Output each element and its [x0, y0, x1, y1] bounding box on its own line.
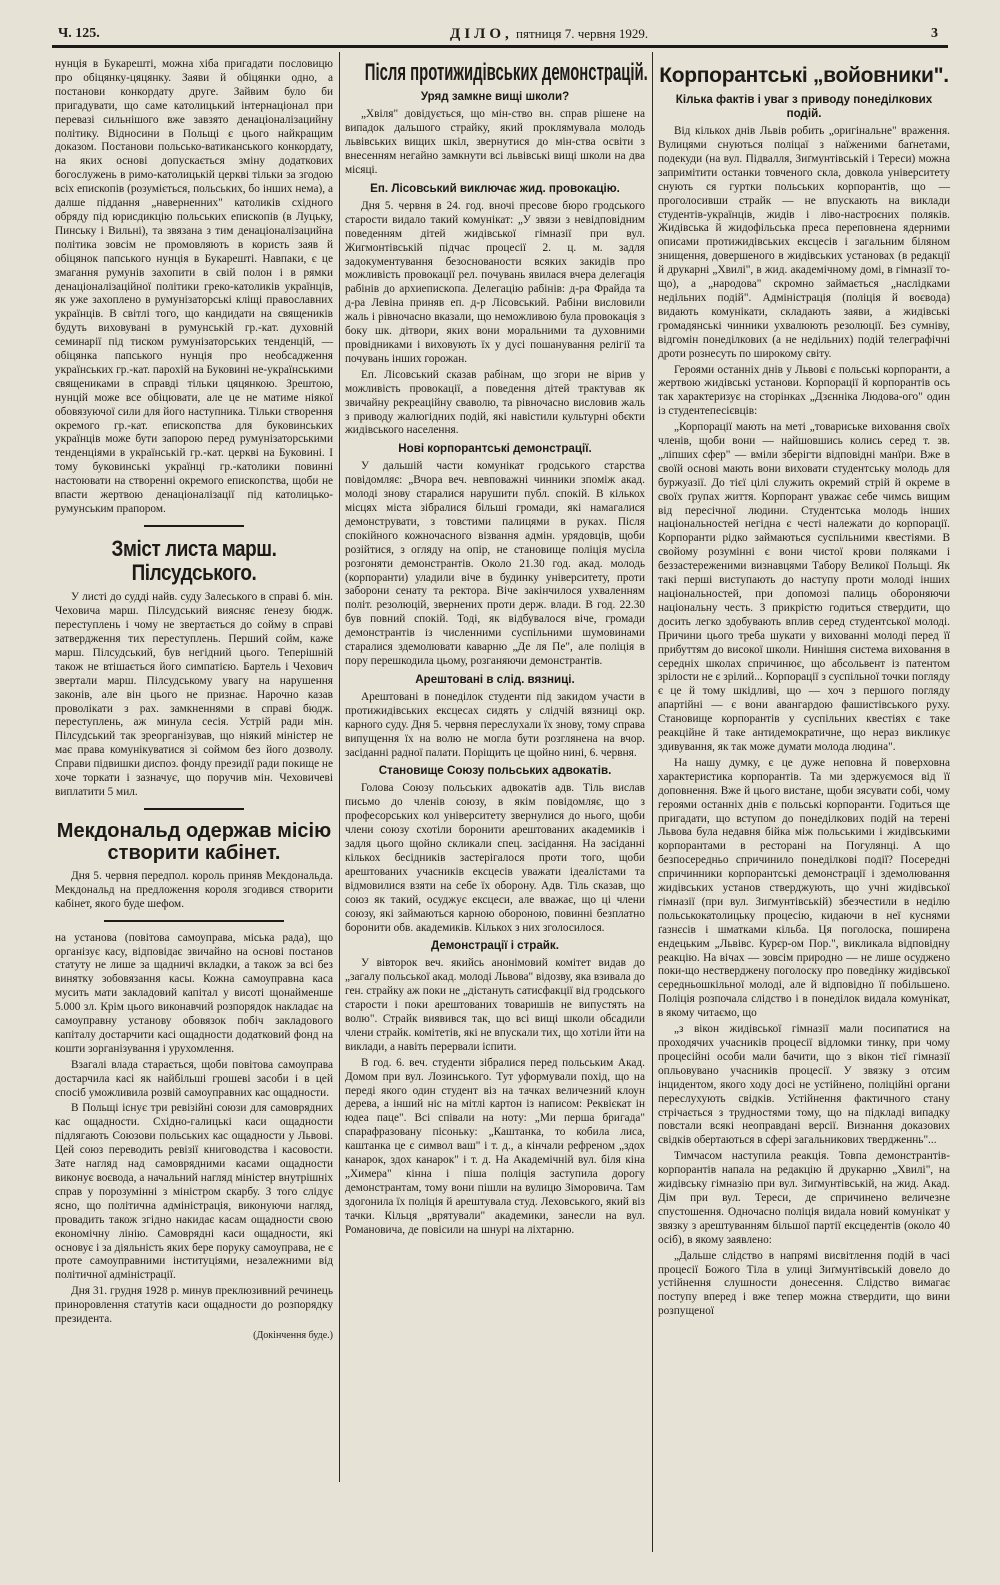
article-paragraph: Дня 5. червня в 24. год. вночі пресове бюро гродського старости видало такий комунікат: „У звязи з невідповідним поведенням дітей жидівської гімназії при вул. Жигмонтівській підчас процесії 2. ц. м. задля задокументування безоснованости всяких закидів про можливість провокації рел. почувань явилася вчера делегація рабінів до архиепископа. Делегацію рабінів: д-ра Фрайда та д-ра Левіна приняв еп. д-р Лісовський. Рабіни висловили жаль і рівночасно вказали, що неможливою була провокація з боку шк. дітвори, яких вони моральними та духовними провідниками і виховують їх у дусі пошанування релігії та почувань інших горожан.	[345, 199, 645, 365]
paper-name: ДІЛО,	[450, 26, 513, 42]
article-paragraph: Дня 5. червня передпол. король приняв Мекдональда. Мекдональд на предложення короля згодився створити кабінет, якого буде шефом.	[55, 869, 333, 910]
article-paragraph: Взагалі влада старається, щоби повітова самоуправа достарчила касі як найбільші грошеві засоби і в цей спосіб уможливила розвій самоуправних кас ощадности.	[55, 1058, 333, 1099]
article-paragraph: Еп. Лісовський сказав рабінам, що згори не вірив у можливість провокації, а поведення дітей трактував як звичайну рекреаційну сваволю, та рівночасно висловив жаль з приводу жалюгідних подій, які навістили культурні обєкти жидівського населення.	[345, 368, 645, 437]
column-left	[55, 58, 333, 1343]
article-paragraph: В год. 6. веч. студенти зібралися перед польським Акад. Домом при вул. Лозинського. Тут уформували похід, що на переді якого один студент віз на тачках величезний клоун дерева, а інший ніс на мітлі картон із написом: Реквієкат ін юдеа паце". Всі співали на ноту: „Ми перша бригада" спарафразовану пісоньку: „Каштанка, то кобила лиса, каштанка це є символ ваш" і т. д., а кінчали рефреном „здох канарок, здох канарок" і т. д. На Академічній вул. біля кіна „Химера" кінна і піша поліція заступила дорогу демонстрантам, тому вони пішли на вулицю Зіморовича. Там здогонила їх поліція й арештувала студ. Леховського, який віз тачки. Кільця „врятували" академики, занесли на вул. Романовича, де повісили на шнурі на ліхтарню.	[345, 1056, 645, 1236]
column-divider	[652, 52, 653, 1552]
article-paragraph: В Польщі існує три ревізійні союзи для самоврядних кас ощадности. Східно-галицькі каси ощадности підлягають Союзови польських кас ощадности у Львові. Цей союз переводить ревізії книговодства і касовости. Зате нагляд над самоврядними касами ощадности виконує воєвода, а начальний нагляд міністер внутрішніх справ у порозумінні з міністром скарбу. З того слідує ясно, що політична адміністрація, виконуючи нагляд, провадить також згідно накидає касам ощадности свою економічну лінію. Самоврядні каси ощадности, які основує і за діяльність яких бере поруку самоуправа, не є проте самоуправними інституціями, незалежними від політичної адміністрації.	[55, 1102, 333, 1282]
masthead	[50, 22, 950, 44]
separator	[144, 808, 244, 810]
article-paragraph: на установа (повітова самоуправа, міська рада), що організує касу, відповідає звичайно на основі постанов статуту не лише за щадничі вкладки, а також за всі без винятку зобовязання касы. Кожна самоуправна каса мусить мати закладовий капітал у висоті щонайменше 5.000 зл. Крім цього виконавчий розпорядок накладає на самоуправну установу обовязок побіч закладового капіталу достарчити касі ощадности додатковий фонд на кошти зорганізування і урухомлення.	[55, 931, 333, 1055]
article-paragraph: Героями останніх днів у Львові є польські корпоранти, а жертвою жидівські установи. Корпорації й корпорантів ось так характеризує на сторінках „Дзєнніка Людова-ого" один із студентепесієвців:	[658, 363, 950, 418]
subheading: Становище Союзу польських адвокатів.	[378, 764, 612, 778]
headline-macdonald: Мекдональд одержав місію створити кабінет.	[56, 819, 332, 864]
article-paragraph: нунція в Букарешті, можна хіба пригадати пословицю про обіцянку-цяцянку. Заяви й обіцянки одно, а постанови конкордату друге. Зайвим було би пригадувати, що саме католицький інтернаціонал при перевазі сильнішого вже завзято денаціоналізацийну політику. Відносини в Польщі є цього найкращим доказом. Постанови польсько-ватиканського конкордату, на яких основі допускається зміну додаткових богослужень в римо-католицькій церкві тільки за згодою всіх епископів (розуміється, польських, бо інших нема), а далше піддання „наверненних" католиків східного обряду під юрисдикцію польських епископів (в Луцьку, Пинську і Вильні), та звязана з тим денаціоналізацийна політика зовсім не промовляють в користь заяв й обіцянок папського нунція в Букарешті. Навпаки, є це змагання румунів захопити в свій полон і в рямки денаціоналізаційної політики греко-католиків українців, як уже захоплено в румунізаторські кліщі православних українців. В світлі того, що кандидати на священиків будуть виховувані в румунській гр.-кат. духовній семинарії під тиском румунізаторських тенденцій, — обіцянка папського нунція про необсадження українських гр.-кат. парохій на Буковині не-українськими священиками в справді тільки цяцянкою. Зрештою, нунцій може все обіцювати, але це не матиме ніякої обовязуючої сили для його наступника. Тільки створення окремого гр.-кат. епископства для буковинських українців може бути запорою перед румунізаторськими тенденціями в українській гр.-кат. церкві на Буковині. І тому буковинські українці гр.-католики повинні настоювати на створенні окремого епископства, щоби не впасти жертвою денаціоналізації під католицько-румунським прапором.	[55, 58, 333, 515]
article-paragraph: Голова Союзу польських адвокатів адв. Тіль вислав письмо до членів союзу, в якім повідомляє, що з професорських кол університету звернулися до нього, щоби члени союзу схотіли боронити арештованих академиків і задля цього щойно скликали спец. засідання. На засіданні кількох бесідників застерігалося проти того, щоби арештованих учасників ексцесів уважати ідеалістами та відмовилися взяти на себе їх оборону. Адв. Тіль сказав, що союз як такий, осуджує ексцеси, але вважає, що ці члени союзу, які займаються карною обороною, повинні безплатно боронити обв. академиків. Кількох з них зголосилося.	[345, 782, 645, 934]
headline-pilsudski: Зміст листа марш. Пілсудського.	[111, 535, 277, 586]
separator	[104, 920, 284, 922]
article-paragraph: На нашу думку, є це дуже неповна й поверховна характеристика корпорантів. Та ми здержуємося від її доповнення. Вже й цього вистане, щоби зясувати собі, чому героями останніх днів є польські корпоранти. Годиться ще пригадати, що вступом до понеділкових подій на терені Львова була недавня бійка між польськими і жидівськими корпорантами в ресторані на Погулянці. А що безпосередньо спричинило понеділкові події? Посередні спричинники корпорантські демонстрації і здемолювання жидівських установ стверджують, що учні жидівської гімназії (при вул. Зиґмунтівській) збезчестили в неділю польськокатолицьку процесію, кидаючи в неї куснями ґазнєсів і шматками кільба. Ця поголоска, поширена ендецьким „Львівс. Курєр-ом Пор.", викликала відповідну реакцію. На вічах — зовсім природно — не лише осуджено поки-що нестверджену поголоску про поведінку жидівської середньошкільної молоді, але й відповідно її побільшено. Поліція розпочала слідство і в понеділок видала комунікат, в якому читаємо, що	[658, 756, 950, 1020]
quote-paragraph: „Корпорації мають на меті „товариське виховання своїх членів, щоби вони — найшовшись колись серед т. зв. „ліпших сфер" — вміли зберігти відповідні манїри. Вже в своїй основі мають вони виховати студентську молодь для буржуазії. До тієї цілі служить окремий стрій й окреме в своїх ґрупах життя. Корпорант уважає себе чимсь вищим від пересічної людини. Студентська молодь інших національностей негідна є честі належати до корпорації. Корпоранти рідко займаються суспільними квестіями. В свойому розумінні є вони чистої крови поляками і беззастереженими визнавцями Табору Великої Польщі. Як такі перші виступають до наступу проти молоді інших національностей, при допомозі палиць обороняючи національну честь. З прикрістю годиться ствердити, що досить легко здобувають вплив серед студентської молоді. Причини цього треба шукати у вихованні молоді перед її прибуттям до високої школи. Нинішня система виховання в середніх школах спричинює, що абсольвент із патентом зрілости не є зрілий... Корпорації з суспільної точки погляду є це й тому шкідливі, що — хоч з першого погляду апартійні — є вони авангардою фашистівського руху. Становище корпорантів у суспільних квестіях є таке реакційне й таке антидемократичне, що нераз викликує здивування, як так може думати молода людина".	[658, 421, 950, 753]
headline-demonstrations: Після протижидівських демонстрацій.	[364, 59, 648, 86]
subheading: Демонстрації і страйк.	[431, 939, 559, 953]
quote-paragraph: „Дальше слідство в напрямі висвітлення подій в часі процесії Божого Тіла в улиці Зиґмунтівській довело до устійнення слушности донесення. Слідство вимагає поступу вперед і вже тепер можна ствердити, що вини розпущеної	[658, 1249, 950, 1318]
issue-number: Ч. 125.	[58, 26, 100, 41]
masthead-center	[450, 26, 648, 43]
article-paragraph: Тимчасом наступила реакція. Товпа демонстрантів-корпорантів напала на редакцію й друкарню „Хвилі", на жидівську гімназію при вул. Зиґмунтівській, на жид. Акад. Дім при вул. Тереси, де спричинено величезне спустошення. Одночасно поліція видала новий комунікат у звязку з арештуванням більшої партії ексцедентів (около 40 осіб), в якому заявлено:	[658, 1150, 950, 1246]
subheading: Еп. Лісовський виключає жид. провокацію.	[370, 181, 620, 195]
article-paragraph: У вівторок веч. якийсь анонімовий комітет видав до „загалу польської акад. молоді Львова" відозву, яка взивала до ген. страйку аж поки не „дістануть сатисфакції від гродського старости і поки арештованих товаришів не випустять на волю". Страйк виявився так, що всі вищі школи обсадили члени страйк. комітетів, які не впускали тих, що хотіли йти на виклади, а навіть перервали іспити.	[345, 957, 646, 1053]
headline-corporants: Корпорантські „войовники".	[659, 64, 949, 87]
article-paragraph: Дня 31. грудня 1928 р. минув преклюзивний речинець приноровлення статутів каси ощадности до розпорядку президента.	[55, 1285, 333, 1326]
subheading: Кілька фактів і уваг з приводу понеділкових подій.	[675, 93, 933, 121]
article-paragraph: Арештовані в понеділок студенти під закидом участи в протижидівських ексцесах сидять у слідчій вязниці окр. карного суду. Дня 5. червня переслухали їх знову, тому справа випущення їх на волю не могла бути розглянена на вчор. засіданні радної палати. Поріщить це щойно нині, 6. червня.	[345, 690, 645, 759]
subheading: Уряд замкне вищі школи?	[420, 90, 570, 104]
column-right	[658, 58, 950, 1321]
issue-date: пятниця 7. червня 1929.	[516, 26, 649, 41]
subheading: Арештовані в слід. вязниці.	[415, 672, 575, 686]
subheading: Нові корпорантські демонстрації.	[398, 442, 592, 456]
continuation-note: (Докінчення буде.)	[253, 1329, 333, 1341]
header-rule	[52, 45, 948, 48]
quote-paragraph: „з вікон жидівської гімназії мали посипатися на проходячих учасників процесії відломки тинку, при чому процесійні особи мали бачити, що з вікон тієї гімназії опльовувано учасників процесії. У звязку з отсим інцидентом, якого ходу досі не устійнено, поліційні органи переслухують свідків. Устійнення фактичного стану стрічається з трудностями тому, що на підкладі випадку повстали всякі неоправдані версії. Визнання доказових свідків обертаються в сфері загальникових твердженнь"...	[658, 1023, 950, 1147]
article-paragraph: У листі до судді найв. суду Залеського в справі б. мін. Чеховича марш. Пілсудський виясняє ґенезу бюдж. переступлень і чому не звертається до сойму в справі затвердження тих переступлень. Перший сойм, каже марш. Пілсудський, був негідний цього. Теперішній також не втішається його симпатією. Бартель і Чехович звертали марш. Пілсудському увагу на нарушення законів, але він цього не признає. Нарочно казав проволікати з рах. замкненнями в справі бюдж. переступлень, аж минула сесія. Устрій ради мін. Пілсудський так зреорганізував, що ніякий міністер не має права комунікуватися зі соймом без його дозволу. Справи підвишки диспоз. фонду президії ради покище не хоче торкати і зазначує, що поручив мін. Чеховичеві виплатити 5 мил.	[55, 591, 333, 798]
column-divider	[339, 52, 340, 1482]
article-paragraph: Від кількох днів Львів робить „оригінальне" враження. Вулицями снуються поліцаї з наїженими баґнетами, подекуди (на вул. Підвалля, Зиґмунтівській і Тереси) можна запримітити останки товченого скла, довкола університету снують ся гуртки польських корпорантів, що — проголосивши страйк — не впускають на виклади студентів-українців, жидів і ліво-настроєних поляків. Жидівська й жидофільська преса переповнена ядерними описами протижидівських ексцесів і загальним біляном знищення, довершеного в жидівських установах (в редакції й друкарні „Хвилі", в жид. академічному домі, в гімназії то-що), а „народова" скромно займається „наслідками недільних подій". Адміністрація (поліція й воєвода) видають комунікати, складають заяви, а жидівські громадянські чинники ухвалюють резолюції. Без сумніву, відгомін понеділкових (а не недільних) подій телеграфічні дроти рознесуть по широкому світу.	[658, 125, 950, 360]
page-number: 3	[931, 26, 938, 41]
column-middle	[345, 58, 648, 1240]
article-paragraph: У дальшій части комунікат гродського старства повідомляє: „Вчора веч. невповажні чинники зпоміж акад. молоді знову старалися нарушити публ. спокій. В кількох місцях міста зібралися більші громади, які намагалися демонструвати, з товстими палицями в руках. Після спокійного кожночасного візвання адмін. урядовців, щоби розійтися, з огляду на опір, не становище поліція мусіла розгоняти демонстрантів. Около 21.30 год. акад. молодь (корпоранти) уладили віче в будинку університету, проти заборони сенату та ректора. Віче закінчилося ухваленням політ. резолюцій, звернених проти держ. влади. В год. 22.30 був повний спокій. Тоді, як відбувалося віче, громади демонстрантів із численними суспільними шумовинами старалися здемолювати каварню „Де ля Пе", але поліція в пору перешкодила цьому, розганяючи демонстрантів.	[345, 460, 645, 668]
separator	[144, 525, 244, 527]
article-paragraph: „Хвіля" довідується, що мін-ство вн. справ рішене на випадок дальшого страйку, який проклямувала молодь львівських вищих шкіл, звернутися до мін-ства освіти з внесенням негайно замкнути всі львівські вищі школи на два місяці.	[345, 108, 645, 177]
